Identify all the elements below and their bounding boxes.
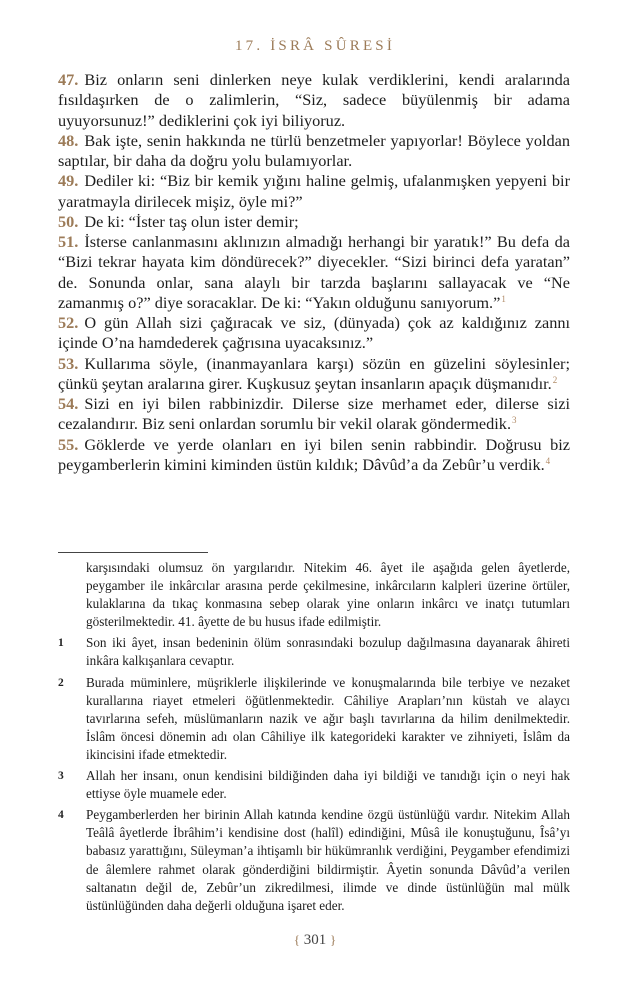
- footnote-text: Son iki âyet, insan bedeninin ölüm sonrasındaki bozulup dağılmasına dayanarak âhireti inkâra kalkışanlara cevaptır.: [86, 635, 570, 669]
- verse-48: [58, 131, 570, 172]
- verse-number: 54.: [58, 394, 79, 413]
- footnote-1: [58, 634, 570, 670]
- verse-number: 47.: [58, 70, 79, 89]
- footnote-ref-4[interactable]: 4: [545, 455, 551, 466]
- verse-text: Biz onların seni dinlerken neye kulak verdiklerini, kendi aralarında fısıldaşırken de o zalimlerin, “Siz, sadece büyülenmiş bir adama uyuyorsunuz!” dediklerini çok iyi biliyoruz.: [58, 70, 570, 130]
- footnote-text: karşısındaki olumsuz ön yargılarıdır. Nitekim 46. âyet ile aşağıda gelen âyetlerde, peygamber ile inkârcılar arasına perde çekilmesine, inkârcıların kalpleri üzerine örtüler, kulaklarına da tıkaç konmasına sebep olarak yine onların inkârcı ve inatçı tutumları gösterilmektedir. 41. âyette de bu husus ifade edilmiştir.: [86, 560, 570, 630]
- footnote-ref-1[interactable]: 1: [501, 293, 506, 304]
- verse-number: 53.: [58, 353, 79, 373]
- verse-text: Bak işte, senin hakkında ne türlü benzetmeler yapıyorlar! Böylece yoldan saptılar, bir daha da doğru yolu bulamıyorlar.: [58, 130, 570, 170]
- verse-51: [58, 232, 570, 313]
- footnote-4: [58, 806, 570, 915]
- verse-text: Sizi en iyi bilen rabbinizdir. Dilerse size merhamet eder, dilerse sizi cezalandırır. Biz seni onlardan sorumlu bir vekil olarak göndermedik.: [58, 394, 570, 434]
- verse-text: İsterse canlanmasını aklınızın almadığı herhangi bir yaratık!” Bu defa da “Bizi tekrar hayata kim döndürecek?” diyecekler. “Sizi birinci defa yaratan” de. Sonunda onlar, sana alaylı bir tarzda başlarını sallayacak ve “Ne zamanmış o?” diye soracaklar. De ki: “Yakın olduğunu sanıyorum.”: [58, 232, 570, 312]
- footnote-2: [58, 674, 570, 764]
- verse-49: [58, 171, 570, 212]
- running-header: 17. İSRÂ SÛRESİ: [234, 38, 396, 54]
- footnote-text: Allah her insanı, onun kendisini bildiğinden daha iyi bildiği ve tanıdığı için o neyi hak ettiyse öyle muamele eder.: [86, 768, 570, 802]
- verse-number: 51.: [58, 232, 79, 251]
- footnote-number: 2: [58, 676, 64, 689]
- footnote-continued: [58, 559, 570, 631]
- verse-47: [58, 70, 570, 131]
- footnote-ref-2[interactable]: 2: [552, 374, 558, 385]
- footnote-3: [58, 767, 570, 803]
- verse-54: [58, 394, 570, 435]
- footnote-number: [58, 559, 86, 631]
- verse-55: [58, 435, 570, 476]
- footnote-text: Burada müminlere, müşriklerle ilişkilerinde ve konuşmalarında bile terbiye ve nezaket kurallarına riayet etmeleri öğütlenmektedir. Câhiliye Arapları’nın küstah ve alaycı tavırlarına sefeh, müslümanların nazik ve ağır başlı tavırlarına da hilim denilmektedir. İslâm öncesi dönemin adı olan Câhiliye ilk kategorideki karakter ve zihniyeti, İslâm da ikincisini ifade etmektedir.: [86, 674, 570, 762]
- verse-number: 50.: [58, 211, 79, 231]
- verse-text: Dediler ki: “Biz bir kemik yığını haline gelmiş, ufalanmışken yepyeni bir yaratmayla dirilecek mişiz, öyle mi?”: [58, 171, 570, 211]
- verse-text: O gün Allah sizi çağıracak ve siz, (dünyada) çok az kaldığınız zannı içinde O’na hamdederek çağrısına uyacaksınız.”: [58, 313, 570, 353]
- footnote-number: 1: [58, 637, 64, 650]
- verse-52: [58, 313, 570, 354]
- footnotes-block: [58, 559, 570, 918]
- verse-number: 49.: [58, 171, 79, 191]
- page-number: [0, 932, 630, 949]
- footnote-ref-3[interactable]: 3: [512, 415, 517, 426]
- verse-number: 52.: [58, 313, 79, 332]
- footnote-divider: [58, 552, 208, 553]
- footnote-text: Peygamberlerden her birinin Allah katında kendine özgü üstünlüğü vardır. Nitekim Allah Teâlâ âyetlerde İbrâhim’i kendisine dost (halîl) edindiğini, Mûsâ ile konuştuğunu, Îsâ’yı babasız yarattığını, Süleyman’a ihtişamlı bir hükümranlık verdiğini, Peygamber efendimizi de âlemlere rahmet olarak gönderdiğini bildirmiştir. Âyetin sonunda Dâvûd’a verilen saltanatın değil de, Zebûr’un zikredilmesi, ilimde ve dinde üstünlüğün mal mülk üstünlüğünden daha değerli olduğuna işaret eder.: [86, 807, 570, 913]
- footnote-number: 4: [58, 809, 64, 822]
- verse-50: [58, 212, 570, 232]
- verse-number: 55.: [58, 434, 79, 454]
- verse-text: Göklerde ve yerde olanları en iyi bilen senin rabbindir. Doğrusu biz peygamberlerin kimini kiminden üstün kıldık; Dâvûd’a da Zebûr’u verdik.: [58, 434, 570, 474]
- left-ornament-icon: {: [293, 932, 300, 947]
- verse-number: 48.: [58, 130, 79, 150]
- verse-text: De ki: “İster taş olun ister demir;: [84, 211, 299, 231]
- right-ornament-icon: }: [330, 932, 337, 947]
- footnote-number: 3: [58, 770, 64, 783]
- page-number-value: 301: [303, 932, 327, 948]
- verse-53: [58, 354, 570, 395]
- verse-text: Kullarıma söyle, (inanmayanlara karşı) sözün en güzelini söylesinler; çünkü şeytan aralarına girer. Kuşkusuz şeytan insanların apaçık düşmanıdır.: [58, 353, 570, 393]
- verse-block: [58, 70, 570, 475]
